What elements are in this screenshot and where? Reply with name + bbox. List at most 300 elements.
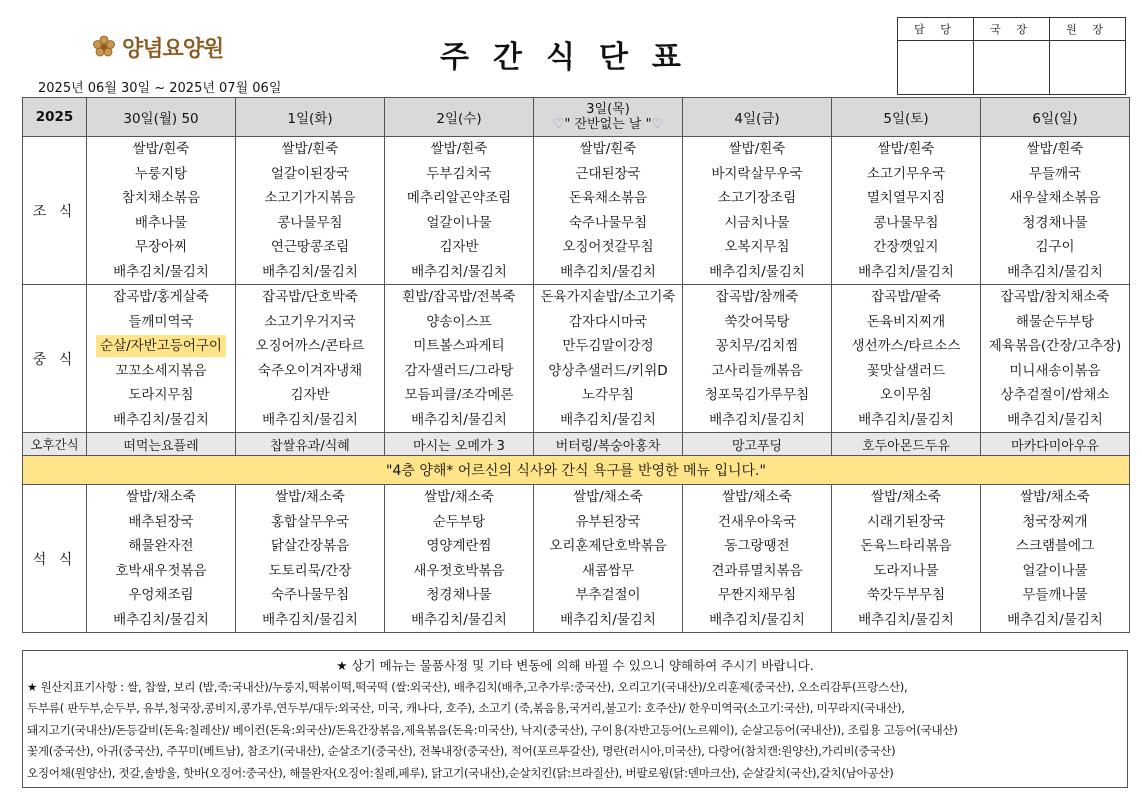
menu-item — [981, 359, 1129, 384]
menu-item-text: 호박새우젓볶음 — [115, 562, 207, 579]
menu-item — [87, 235, 235, 260]
menu-item-text: 무들깨나물 — [1022, 587, 1088, 603]
menu-item — [87, 534, 235, 559]
menu-item — [87, 334, 235, 359]
menu-item — [385, 235, 533, 260]
menu-item-text: 배추김치/물김치 — [411, 411, 507, 428]
menu-item-text: 쌀밥/채소죽 — [871, 489, 941, 505]
menu-item — [87, 559, 235, 584]
menu-item-text: 간장깻잎지 — [873, 239, 939, 255]
menu-item — [832, 186, 980, 211]
menu-item-text: 배추김치/물김치 — [858, 611, 954, 628]
flower-logo-icon — [92, 35, 116, 59]
menu-item — [87, 186, 235, 211]
menu-item — [832, 235, 980, 260]
menu-item-text: 메추리알곤약조림 — [406, 190, 512, 206]
menu-item — [981, 485, 1129, 510]
menu-item — [832, 408, 980, 433]
menu-item — [534, 559, 682, 584]
menu-item — [87, 285, 235, 310]
menu-item-text: 홍합살무우국 — [270, 513, 350, 530]
menu-item — [683, 285, 831, 310]
menu-item-text: 배추김치/물김치 — [709, 263, 805, 280]
menu-item — [385, 310, 533, 335]
menu-item-text: 오징어젓갈무침 — [562, 239, 654, 255]
menu-item-text: 오징어까스/콘타르 — [255, 338, 365, 354]
menu-item-text: 두부김치국 — [426, 165, 492, 182]
origin-line: 꽃게(중국산), 아귀(중국산), 주꾸미(베트남), 참조기(국내산), 순살조기(중국산), 전복내장(중국산), 적어(포르투갈산), 명란(러시아,미국산), 다랑어(참치캔:원양산),가리비(중국산) — [27, 744, 896, 758]
menu-item-text: 쌀밥/채소죽 — [1020, 489, 1090, 505]
menu-item-text: 양송이스프 — [426, 313, 492, 330]
menu-item — [981, 137, 1129, 162]
menu-item-text: 도토리묵/간장 — [268, 562, 352, 579]
menu-item-text: 콩나물무침 — [277, 214, 343, 231]
menu-item — [236, 186, 384, 211]
dinner-cell — [534, 485, 683, 633]
day-header-thursday — [534, 98, 683, 137]
dinner-cell — [236, 485, 385, 633]
menu-item — [87, 310, 235, 335]
menu-item-text: 미니새송이볶음 — [1009, 362, 1101, 379]
menu-item-text: 해물순두부탕 — [1015, 313, 1095, 330]
menu-item — [832, 359, 980, 384]
menu-item — [534, 383, 682, 408]
menu-item — [534, 408, 682, 433]
menu-item-text: 순살/자반고등어구이 — [96, 335, 226, 357]
weekly-menu-table — [22, 97, 1130, 633]
breakfast-cell — [385, 137, 534, 285]
menu-item-text: 청포묵김가루무침 — [704, 387, 810, 403]
menu-item-text: 돈육가지솥밥/소고기죽 — [540, 289, 676, 305]
menu-item — [236, 334, 384, 359]
menu-item-text: 스크램블에그 — [1015, 538, 1095, 554]
day-header: 4일(금) — [683, 98, 832, 137]
menu-item — [832, 583, 980, 608]
menu-item-text: 배추김치/물김치 — [113, 611, 209, 628]
menu-item-text: 배추김치/물김치 — [709, 611, 805, 628]
menu-item-text: 청국장찌개 — [1022, 513, 1088, 530]
menu-item-text: 꼬꼬소세지볶음 — [115, 362, 207, 379]
day-header: 1일(화) — [236, 98, 385, 137]
menu-item — [683, 137, 831, 162]
snack-cell: 찹쌀유과/식혜 — [236, 433, 385, 456]
menu-item — [385, 359, 533, 384]
menu-item — [981, 408, 1129, 433]
menu-item-text: 쑥갓어묵탕 — [724, 313, 790, 330]
lunch-cell — [683, 285, 832, 433]
menu-item — [981, 310, 1129, 335]
breakfast-cell — [534, 137, 683, 285]
menu-item — [981, 510, 1129, 535]
menu-item-text: 배추김치/물김치 — [262, 263, 358, 280]
menu-item-text: 새콤쌈무 — [581, 562, 635, 579]
menu-item-text: 해물완자전 — [128, 538, 194, 554]
snack-cell: 마시는 오메가 3 — [385, 433, 534, 456]
lunch-cell — [981, 285, 1130, 433]
menu-item — [683, 359, 831, 384]
menu-item-text: 잡곡밥/참치채소죽 — [1000, 289, 1110, 305]
menu-item-text: 쌀밥/채소죽 — [722, 489, 792, 505]
menu-item — [832, 534, 980, 559]
menu-notice: "4층 양해* 어르신의 식사와 간식 욕구를 반영한 메뉴 입니다." — [23, 456, 1130, 485]
approval-box — [897, 17, 1126, 95]
menu-item-text: 얼갈이나물 — [426, 214, 492, 231]
menu-item-text: 쌀밥/흰죽 — [132, 141, 190, 157]
menu-item-text: 돈육느타리볶음 — [860, 538, 952, 554]
menu-item — [385, 510, 533, 535]
snack-cell: 버터링/복숭아홍차 — [534, 433, 683, 456]
menu-item — [981, 162, 1129, 187]
menu-item-text: 콩나물무침 — [873, 214, 939, 231]
menu-item-text: 쌀밥/채소죽 — [424, 489, 494, 505]
menu-item-text: 흰밥/잡곡밥/전복죽 — [402, 289, 516, 305]
menu-item-text: 무짠지채무침 — [717, 587, 797, 603]
breakfast-cell — [981, 137, 1130, 285]
menu-item-text: 제육볶음(간장/고추장) — [988, 338, 1122, 354]
menu-item — [236, 510, 384, 535]
dinner-cell — [981, 485, 1130, 633]
menu-item-text: 새우젓호박볶음 — [413, 562, 505, 579]
menu-item-text: 참치채소볶음 — [121, 190, 201, 206]
menu-item — [683, 559, 831, 584]
menu-item — [534, 334, 682, 359]
approval-staff-sign[interactable] — [898, 41, 974, 95]
breakfast-cell — [87, 137, 236, 285]
menu-item — [236, 162, 384, 187]
menu-item — [87, 510, 235, 535]
lunch-cell — [534, 285, 683, 433]
menu-item — [87, 162, 235, 187]
menu-item-text: 근대된장국 — [575, 165, 641, 182]
menu-item-text: 바지락살무우국 — [711, 165, 803, 182]
menu-item — [534, 534, 682, 559]
menu-item — [981, 583, 1129, 608]
menu-item — [534, 285, 682, 310]
menu-item-text: 배추김치/물김치 — [1007, 611, 1103, 628]
menu-item — [385, 534, 533, 559]
breakfast-row — [23, 137, 1130, 285]
menu-item — [534, 510, 682, 535]
menu-item-text: 견과류멸치볶음 — [711, 562, 803, 579]
menu-item-text: 순두부탕 — [432, 513, 486, 530]
menu-item — [534, 211, 682, 236]
menu-item — [832, 162, 980, 187]
menu-item — [385, 408, 533, 433]
menu-item — [534, 137, 682, 162]
menu-item — [981, 260, 1129, 285]
menu-item-text: 배추김치/물김치 — [858, 411, 954, 428]
menu-item-text: 영양계란찜 — [426, 538, 492, 554]
menu-item — [385, 260, 533, 285]
menu-item-text: 소고기가지볶음 — [264, 190, 356, 206]
origin-line: 오징어채(원양산), 젓갈,솔방울, 핫바(오징어:중국산), 해물완자(오징어:칠레,페루), 닭고기(국내산),순살치킨(닭:브라질산), 버팔로윙(닭:덴마크산), 순살갈치(국산),갈치(남아공산) — [27, 765, 894, 780]
menu-item — [87, 260, 235, 285]
menu-item — [683, 260, 831, 285]
menu-item — [832, 211, 980, 236]
menu-item — [683, 162, 831, 187]
menu-item — [832, 559, 980, 584]
menu-item — [981, 235, 1129, 260]
menu-item-text: 돈육채소볶음 — [568, 190, 648, 206]
menu-item-text: 숙주오이겨자냉채 — [257, 362, 363, 379]
menu-item-text: 고사리들깨볶음 — [711, 362, 803, 379]
menu-item-text: 무장아찌 — [134, 239, 188, 255]
dinner-cell — [832, 485, 981, 633]
menu-item — [385, 485, 533, 510]
menu-item — [236, 260, 384, 285]
menu-item — [981, 383, 1129, 408]
day-header-row — [23, 98, 1130, 137]
origin-line: 돼지고기(국내산)/돈등갈비(돈육:칠레산)/ 베이컨(돈육:외국산)/돈육간장볶음,제육볶음(돈육:미국산), 낙지(중국산), 구이용(자반고등어(노르웨이), 순살고등어(국내산)), 조림용 고등어(국내산) — [27, 722, 958, 737]
menu-item — [87, 211, 235, 236]
dinner-row — [23, 485, 1130, 633]
menu-item — [683, 408, 831, 433]
menu-item — [87, 359, 235, 384]
menu-item-text: 숙주나물무침 — [270, 587, 350, 603]
menu-item-text: 쑥갓두부무침 — [866, 587, 946, 603]
menu-item — [534, 162, 682, 187]
menu-item — [832, 485, 980, 510]
menu-item-text: 배추된장국 — [128, 513, 194, 530]
menu-item — [385, 583, 533, 608]
menu-item — [87, 383, 235, 408]
menu-item — [385, 285, 533, 310]
menu-item-text: 감자샐러드/그라탕 — [404, 362, 514, 379]
day-header: 6일(일) — [981, 98, 1130, 137]
menu-item — [683, 583, 831, 608]
menu-item-text: 꽃맛살샐러드 — [866, 362, 946, 379]
menu-item-text: 김자반 — [290, 387, 330, 403]
menu-item — [534, 359, 682, 384]
menu-item — [981, 285, 1129, 310]
menu-item — [832, 137, 980, 162]
menu-item-text: 김구이 — [1035, 239, 1075, 255]
menu-item-text: 숙주나물무침 — [568, 214, 648, 231]
menu-item-text: 부추겉절이 — [575, 587, 641, 603]
notice-row — [23, 456, 1130, 485]
snack-cell: 망고푸딩 — [683, 433, 832, 456]
menu-item-text: 돈육비지찌개 — [866, 313, 946, 330]
menu-item-text: 배추김치/물김치 — [113, 263, 209, 280]
menu-item-text: 시금치나물 — [724, 214, 790, 231]
menu-item-text: 쌀밥/흰죽 — [877, 141, 935, 157]
lunch-cell — [236, 285, 385, 433]
lunch-label: 중 식 — [23, 285, 87, 433]
menu-item — [236, 485, 384, 510]
menu-item — [236, 235, 384, 260]
menu-item — [683, 383, 831, 408]
menu-item-text: 쌀밥/흰죽 — [1026, 141, 1084, 157]
menu-item-text: 닭살간장볶음 — [270, 538, 350, 554]
menu-item — [236, 408, 384, 433]
day-header-label: 3일(목) — [586, 102, 630, 117]
menu-item — [981, 534, 1129, 559]
menu-item-text: 배추김치/물김치 — [560, 263, 656, 280]
menu-item-text: 배추김치/물김치 — [1007, 411, 1103, 428]
menu-item-text: 배추김치/물김치 — [411, 263, 507, 280]
menu-item-text: 쌀밥/흰죽 — [281, 141, 339, 157]
menu-item-text: 배추나물 — [134, 214, 188, 231]
menu-item-text: 잡곡밥/홍게살죽 — [113, 289, 209, 305]
page-title: 주간식단표 — [440, 40, 705, 75]
menu-item — [236, 559, 384, 584]
menu-item — [385, 559, 533, 584]
menu-item-text: 들깨미역국 — [128, 313, 194, 330]
menu-item — [236, 534, 384, 559]
menu-item — [385, 211, 533, 236]
menu-item-text: 배추김치/물김치 — [113, 411, 209, 428]
menu-item — [683, 211, 831, 236]
menu-item-text: 잡곡밥/단호박죽 — [262, 289, 358, 305]
menu-item-text: 소고기장조림 — [717, 190, 797, 206]
menu-item-text: 상추겉절이/쌈채소 — [1000, 387, 1110, 403]
menu-item — [236, 137, 384, 162]
menu-item-text: 오리훈제단호박볶음 — [549, 538, 667, 554]
menu-item-text: 잡곡밥/참깨죽 — [715, 289, 799, 305]
origin-line: 두부류( 판두부,순두부, 유부,청국장,콩비지,콩가루,연두부/대두:외국산, 미국, 캐나다, 호주), 소고기 (죽,볶음용,국거리,불고기: 호주산)/ 한우미역국(소고기:국산), 미꾸라지(국내산), — [27, 701, 905, 715]
lunch-cell — [385, 285, 534, 433]
menu-item — [683, 485, 831, 510]
logo-text: 양념요양원 — [122, 36, 224, 62]
day-header: 2일(수) — [385, 98, 534, 137]
menu-item-text: 쌀밥/흰죽 — [728, 141, 786, 157]
menu-item — [683, 310, 831, 335]
approval-head-sign[interactable] — [1050, 41, 1126, 95]
menu-item-text: 배추김치/물김치 — [1007, 263, 1103, 280]
menu-item-text: 시래기된장국 — [866, 513, 946, 530]
logo — [92, 30, 223, 64]
menu-item-text: 소고기무우국 — [866, 165, 946, 182]
menu-item — [385, 186, 533, 211]
no-leftover-day-text: " 잔반없는 날 " — [564, 117, 652, 132]
menu-item — [981, 186, 1129, 211]
menu-item-text: 꽁치무/김치찜 — [715, 338, 799, 354]
menu-item-text: 김자반 — [439, 239, 479, 255]
menu-period: 2025년 06월 30일 ~ 2025년 07월 06일 — [38, 81, 282, 96]
menu-item-text: 노각무침 — [581, 387, 635, 403]
menu-item — [832, 510, 980, 535]
menu-item-text: 배추김치/물김치 — [262, 611, 358, 628]
menu-item — [534, 186, 682, 211]
menu-item — [236, 608, 384, 633]
menu-item-text: 쌀밥/흰죽 — [579, 141, 637, 157]
menu-item-text: 무들깨국 — [1028, 165, 1082, 182]
menu-item — [87, 408, 235, 433]
origin-notice — [22, 650, 1128, 788]
menu-item — [832, 310, 980, 335]
menu-item-text: 배추김치/물김치 — [262, 411, 358, 428]
menu-item — [236, 310, 384, 335]
menu-item — [236, 383, 384, 408]
menu-item-text: 만두김말이강정 — [562, 338, 654, 354]
dinner-cell — [385, 485, 534, 633]
menu-item-text: 건새우아욱국 — [717, 513, 797, 530]
snack-label: 오후간식 — [23, 433, 87, 456]
menu-item-text: 얼갈이나물 — [1022, 562, 1088, 579]
menu-item-text: 소고기우거지국 — [264, 313, 356, 330]
approval-director-sign[interactable] — [974, 41, 1050, 95]
menu-item — [981, 608, 1129, 633]
day-header: 30일(월) 50 — [87, 98, 236, 137]
menu-item-text: 도라지나물 — [873, 562, 939, 579]
menu-item — [236, 285, 384, 310]
menu-item — [683, 534, 831, 559]
menu-item-text: 배추김치/물김치 — [560, 411, 656, 428]
menu-item-text: 배추김치/물김치 — [411, 611, 507, 628]
menu-item-text: 연근땅콩조림 — [270, 239, 350, 255]
breakfast-cell — [832, 137, 981, 285]
menu-item — [87, 608, 235, 633]
heart-icon: ♡ — [552, 117, 565, 132]
menu-item — [385, 137, 533, 162]
menu-item — [832, 608, 980, 633]
menu-item-text: 모듬피클/조각메론 — [404, 387, 514, 403]
lunch-cell — [87, 285, 236, 433]
breakfast-label: 조 식 — [23, 137, 87, 285]
day-header: 5일(토) — [832, 98, 981, 137]
menu-item-text: 미트볼스파게티 — [413, 338, 505, 354]
menu-item — [832, 334, 980, 359]
menu-item-text: 유부된장국 — [575, 513, 641, 530]
menu-item-text: 청경채나물 — [426, 587, 492, 603]
menu-item-text: 쌀밥/채소죽 — [275, 489, 345, 505]
menu-item — [534, 485, 682, 510]
menu-item — [534, 583, 682, 608]
menu-item-text: 쌀밥/흰죽 — [430, 141, 488, 157]
menu-item — [385, 162, 533, 187]
menu-item — [534, 310, 682, 335]
no-leftover-day-label — [534, 117, 682, 132]
year-cell: 2025 — [23, 98, 87, 137]
menu-item-text: 배추김치/물김치 — [560, 611, 656, 628]
menu-item — [683, 510, 831, 535]
menu-item-text: 멸치열무지짐 — [866, 190, 946, 206]
menu-item — [534, 608, 682, 633]
heart-icon: ♡ — [651, 117, 664, 132]
menu-item — [236, 359, 384, 384]
menu-item — [683, 186, 831, 211]
breakfast-cell — [236, 137, 385, 285]
menu-item — [683, 235, 831, 260]
menu-item — [87, 485, 235, 510]
dinner-label: 석 식 — [23, 485, 87, 633]
menu-item — [385, 383, 533, 408]
snack-row — [23, 433, 1130, 456]
menu-item — [385, 334, 533, 359]
menu-item-text: 오이무침 — [879, 387, 933, 403]
approval-director-label: 국 장 — [974, 18, 1050, 41]
breakfast-cell — [683, 137, 832, 285]
approval-head-label: 원 장 — [1050, 18, 1126, 41]
approval-staff-label: 담 당 — [898, 18, 974, 41]
menu-item-text: 누룽지탕 — [134, 165, 188, 182]
menu-item — [534, 235, 682, 260]
menu-item-text: 생선까스/타르소스 — [851, 338, 961, 354]
menu-item — [832, 260, 980, 285]
menu-item-text: 쌀밥/채소죽 — [573, 489, 643, 505]
menu-item-text: 얼갈이된장국 — [270, 165, 350, 182]
menu-item-text: 새우살채소볶음 — [1009, 190, 1101, 206]
menu-item — [534, 260, 682, 285]
menu-item-text: 우엉채조림 — [128, 587, 194, 603]
lunch-row — [23, 285, 1130, 433]
menu-item-text: 양상추샐러드/키위D — [548, 362, 668, 379]
menu-item-text: 도라지무침 — [128, 387, 194, 403]
change-notice: ★ 상기 메뉴는 물품사정 및 기타 변동에 의해 바뀔 수 있으니 양해하여 주시기 바랍니다. — [336, 658, 814, 673]
dinner-cell — [87, 485, 236, 633]
menu-item — [832, 285, 980, 310]
snack-cell: 떠먹는요플레 — [87, 433, 236, 456]
